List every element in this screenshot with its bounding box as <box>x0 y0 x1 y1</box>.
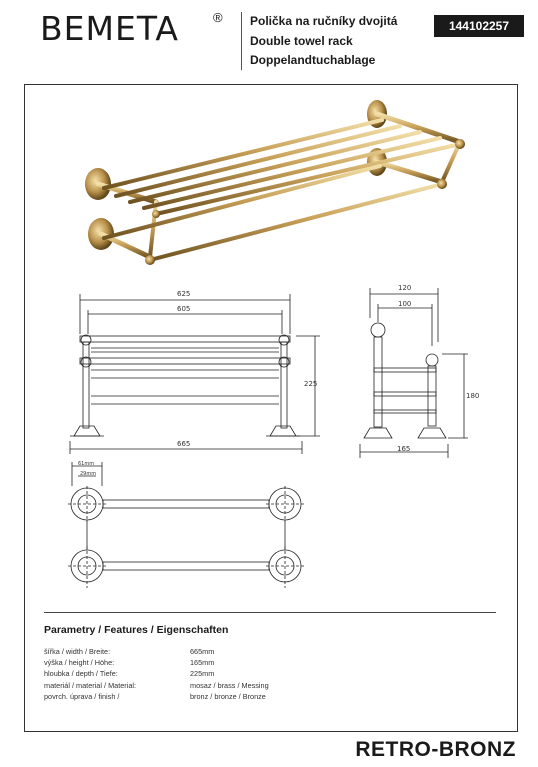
param-label: šířka / width / Breite: <box>44 647 111 656</box>
dim-side-outer: 120 <box>398 284 412 292</box>
params-table <box>44 646 344 702</box>
param-row <box>44 646 344 657</box>
top-mount-lower-left <box>68 546 106 588</box>
dim-side-base: 165 <box>397 445 411 453</box>
dim-top-b: 29mm <box>80 471 97 477</box>
params-divider <box>44 612 496 613</box>
param-row <box>44 657 344 668</box>
param-label: hloubka / depth / Tiefe: <box>44 669 118 679</box>
top-mount-upper-right <box>266 486 304 522</box>
param-value: 665mm <box>190 647 215 656</box>
product-titles <box>250 12 397 71</box>
dim-front-base: 665 <box>177 440 191 448</box>
param-label: materiál / material / Material: <box>44 680 137 690</box>
title-cs: Polička na ručníky dvojitá <box>250 14 398 28</box>
side-view-drawing <box>350 282 490 458</box>
dim-side-inner: 100 <box>398 300 412 308</box>
dim-side-height: 180 <box>466 392 480 400</box>
top-mount-upper-left <box>68 486 106 522</box>
header-divider <box>241 12 242 70</box>
dim-front-height: 225 <box>304 380 318 388</box>
param-label: povrch. úprava / finish / <box>44 691 120 701</box>
product-photo <box>70 92 470 280</box>
param-value: 165mm <box>190 658 215 668</box>
param-value: mosaz / brass / Messing <box>190 680 269 690</box>
series-name: RETRO-BRONZ <box>355 738 516 761</box>
param-row <box>44 668 344 679</box>
param-row <box>44 680 344 691</box>
front-view-drawing <box>60 286 320 454</box>
dim-front-inner: 605 <box>177 305 191 313</box>
brand-logo-text: BEMETA <box>40 9 179 48</box>
param-value: bronz / bronze / Bronze <box>190 691 266 701</box>
param-row <box>44 691 344 702</box>
title-en: Double towel rack <box>250 33 353 48</box>
dim-front-total: 625 <box>177 290 191 298</box>
param-label: výška / height / Höhe: <box>44 658 115 668</box>
title-de: Doppelandtuchablage <box>250 53 376 67</box>
params-title: Parametry / Features / Eigenschaften <box>44 624 229 636</box>
brand-logo <box>40 8 230 50</box>
top-mount-lower-right <box>266 546 304 588</box>
param-value: 225mm <box>190 669 215 679</box>
registered-mark: ® <box>213 10 223 25</box>
product-code-badge: 144102257 <box>434 15 524 37</box>
dim-top-a: 61mm <box>78 461 95 467</box>
top-view-drawing <box>60 456 320 606</box>
